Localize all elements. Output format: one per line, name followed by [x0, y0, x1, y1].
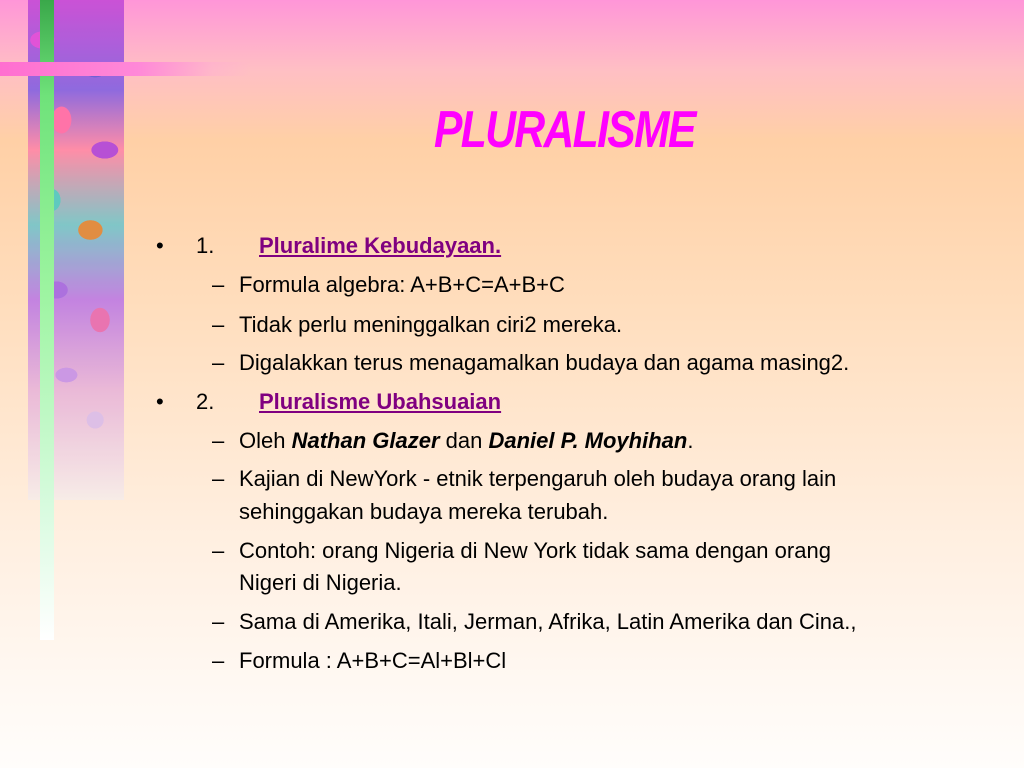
section-number: 1. [196, 233, 215, 258]
list-item-text: Kajian di NewYork - etnik terpengaruh oleh budaya orang lain [239, 466, 837, 491]
slide-title: PLURALISME [434, 101, 695, 159]
dash-icon: – [212, 648, 225, 673]
list-item-text: Digalakkan terus menagamalkan budaya dan agama masing2. [239, 350, 850, 375]
list-item-text: sehinggakan budaya mereka terubah. [239, 499, 609, 524]
dash-icon: – [212, 312, 225, 337]
bullet-icon: • [156, 389, 164, 414]
oleh-prefix: Oleh [239, 428, 292, 453]
list-item-text: Contoh: orang Nigeria di New York tidak sama dengan orang [239, 538, 831, 563]
section-heading: Pluralime Kebudayaan. [259, 233, 502, 258]
oleh-suffix: . [687, 428, 694, 453]
dash-icon: – [212, 538, 225, 563]
list-item-text: Tidak perlu meninggalkan ciri2 mereka. [239, 312, 623, 337]
list-item-text: Nigeri di Nigeria. [239, 570, 402, 595]
dash-icon: – [212, 272, 225, 297]
author-1: Nathan Glazer [291, 428, 440, 453]
list-item-text: Formula : A+B+C=Al+Bl+Cl [239, 648, 507, 673]
list-item-text: Sama di Amerika, Itali, Jerman, Afrika, Latin Amerika dan Cina., [239, 609, 857, 634]
list-item-text: Formula algebra: A+B+C=A+B+C [239, 272, 565, 297]
dash-icon: – [212, 428, 225, 453]
authors-line [239, 424, 693, 457]
dash-icon: – [212, 350, 225, 375]
dash-icon: – [212, 609, 225, 634]
section-number: 2. [196, 389, 215, 414]
author-2: Daniel P. Moyhihan [488, 428, 688, 453]
oleh-connector: dan [439, 428, 489, 453]
section-heading: Pluralisme Ubahsuaian [259, 389, 502, 414]
dash-icon: – [212, 466, 225, 491]
bullet-icon: • [156, 233, 164, 258]
